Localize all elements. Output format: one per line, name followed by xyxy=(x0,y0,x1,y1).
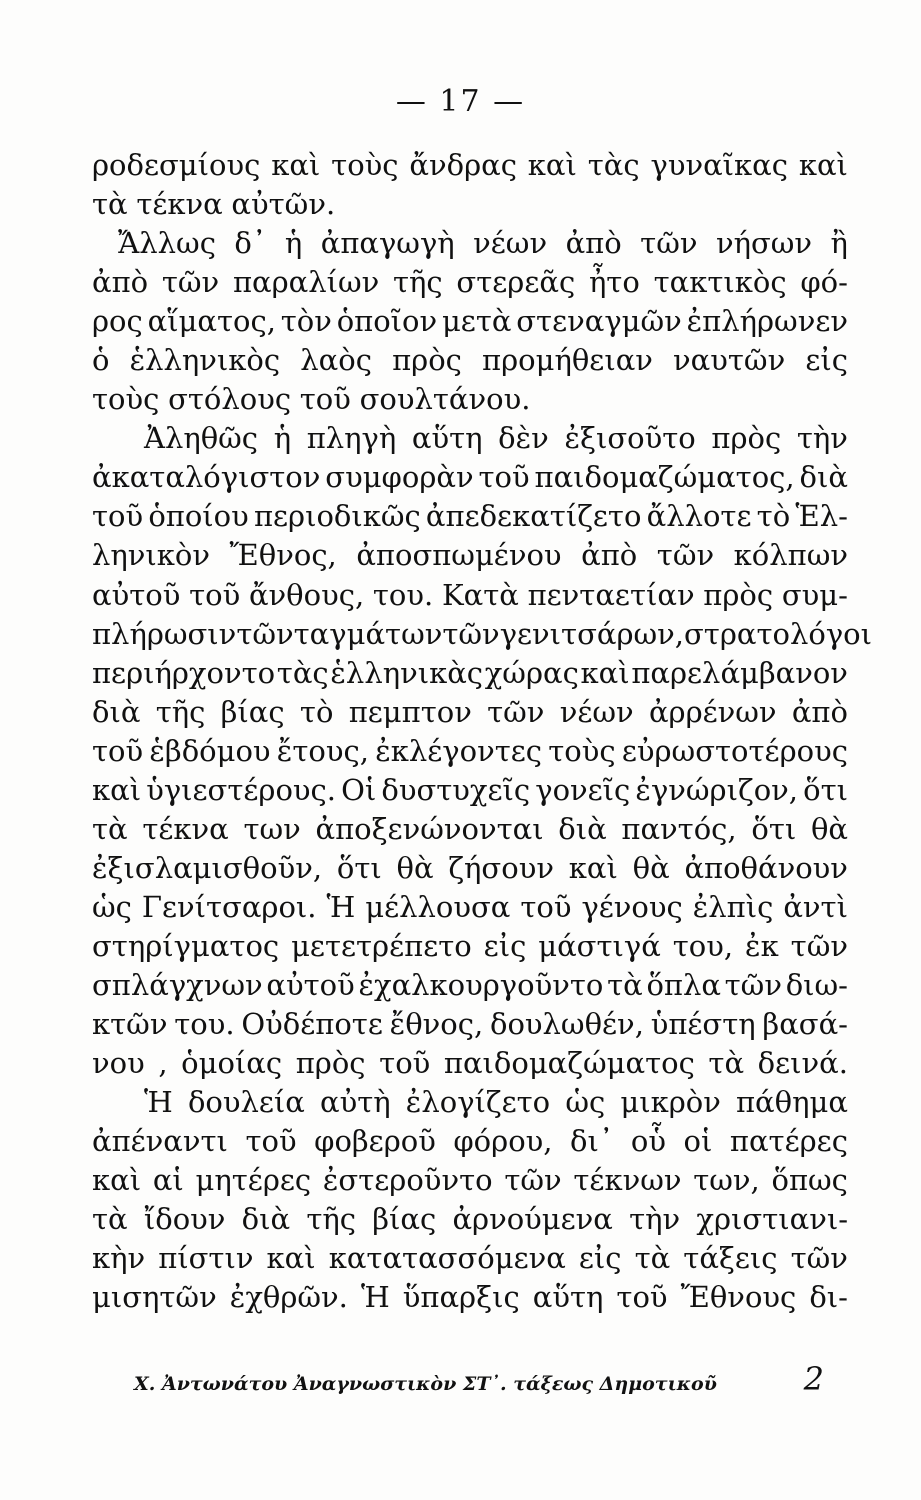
word: τὰ xyxy=(92,1202,128,1237)
word: ἐξισλαμισθοῦν, xyxy=(92,850,323,885)
word: ρος xyxy=(92,304,143,339)
word: παντός, xyxy=(621,811,737,846)
word: Κατὰ xyxy=(441,577,519,612)
word: διω- xyxy=(785,967,848,1002)
word: φοβεροῦ xyxy=(314,1124,436,1159)
word: διὰ xyxy=(92,694,141,729)
word: ἄνδρας xyxy=(409,148,517,182)
word: ἀπαγωγὴ xyxy=(320,226,455,261)
word: ἴδουν xyxy=(143,1202,226,1237)
word: κατατασσόμενα xyxy=(328,1241,566,1276)
word: δουλεία xyxy=(187,1085,305,1120)
word: στεναγμῶν xyxy=(516,304,682,339)
word: Οὐδέποτε xyxy=(241,1007,383,1042)
word: οἱ xyxy=(683,1124,713,1159)
word: νήσων xyxy=(715,226,813,261)
text-line xyxy=(92,888,848,927)
word: τῶν xyxy=(656,538,715,573)
word: τῶν xyxy=(790,928,848,963)
word: θὰ xyxy=(632,850,670,885)
word: ἢ xyxy=(830,226,848,261)
text-line xyxy=(92,732,848,771)
word: εἰς xyxy=(578,1241,622,1276)
word: του, xyxy=(672,928,734,963)
word: συμ- xyxy=(781,577,848,612)
word: μητέρες xyxy=(195,1163,312,1198)
word: καὶ xyxy=(527,148,577,182)
body-text xyxy=(92,146,872,1317)
page-number: — 17 — xyxy=(395,84,526,119)
word: τὸ xyxy=(299,694,334,729)
word: τοὺς xyxy=(92,382,160,417)
word: των, xyxy=(693,1163,760,1198)
word: ὅπως xyxy=(771,1163,848,1198)
word: τακτικὸς xyxy=(653,265,787,300)
word: τέκνα xyxy=(142,811,229,846)
word: τῶν xyxy=(790,1241,848,1276)
word: τὴν xyxy=(629,1202,681,1237)
text-line xyxy=(92,576,848,615)
text-line xyxy=(92,1161,848,1200)
word: ἑλληνικὰς xyxy=(330,655,484,690)
word: τῆς xyxy=(155,694,206,729)
word: ληνικὸν xyxy=(92,538,210,573)
word: Ἔθνος, xyxy=(229,538,337,573)
word: κὴν xyxy=(92,1241,146,1276)
word: Ἡ xyxy=(144,1085,173,1120)
word: αὐτὴ xyxy=(320,1085,391,1120)
text-line xyxy=(92,693,848,732)
word: ἑλληνικὸς xyxy=(129,343,281,378)
word: καὶ xyxy=(266,1241,316,1276)
word: τὸν xyxy=(280,304,332,339)
word: ἐχαλκουργοῦντο xyxy=(358,967,604,1002)
word: τὰ xyxy=(708,1046,745,1081)
word: ἀπεδεκατίζετο xyxy=(425,499,642,534)
word: τοῦ xyxy=(245,1124,297,1159)
word: ἀπὸ xyxy=(581,538,638,573)
word: τῶν xyxy=(442,616,500,651)
word: ἀπὸ xyxy=(565,226,622,261)
word: νέων xyxy=(559,694,634,729)
word: παραλίων xyxy=(232,265,380,300)
word: τὰς xyxy=(276,655,329,690)
word: ταγμάτων xyxy=(293,616,443,651)
word: γένους xyxy=(581,889,683,924)
word: τοῦ xyxy=(189,577,241,612)
page-footer xyxy=(134,1360,824,1398)
word: αὐτοῦ xyxy=(266,967,355,1002)
word: , xyxy=(158,1046,168,1081)
word: δεινά. xyxy=(757,1046,848,1081)
word: βίας xyxy=(220,694,285,729)
word: τοῦ xyxy=(520,889,572,924)
word: ὅτι xyxy=(751,811,797,846)
text-line xyxy=(92,536,848,575)
word: δ᾿ xyxy=(234,226,267,261)
word: τοῦ xyxy=(299,382,351,417)
text-line xyxy=(92,458,848,497)
word: ὅτι xyxy=(803,772,848,807)
word: μετὰ xyxy=(441,304,512,339)
word: αἱ xyxy=(152,1163,184,1198)
footer-book-title: Χ. Ἀντωνάτου Ἀναγνωστικὸν ΣΤ᾿. τάξεως Δημοτικοῦ xyxy=(134,1373,717,1395)
word: τοὺς xyxy=(331,148,399,182)
word: ἄλλοτε xyxy=(646,499,752,534)
text-line xyxy=(92,341,848,380)
word: σουλτάνου. xyxy=(359,382,531,417)
word: πάθημα xyxy=(736,1085,848,1120)
text-line xyxy=(92,810,848,849)
word: οὗ xyxy=(630,1124,666,1159)
word: ὕπαρξις xyxy=(402,1280,520,1315)
word: ὁποῖον xyxy=(336,304,438,339)
word: ἡ xyxy=(273,421,292,456)
word: καὶ xyxy=(580,655,630,690)
word: παιδομαζώματος xyxy=(443,1046,695,1081)
text-line xyxy=(92,966,848,1005)
word: ἀπέναντι xyxy=(92,1124,228,1159)
word: ἀποσπωμένου xyxy=(356,538,562,573)
word: ροδεσμίους xyxy=(92,148,261,182)
word: πενταετίαν xyxy=(527,577,695,612)
word: τὸ xyxy=(756,499,791,534)
word: γονεῖς xyxy=(535,772,631,807)
word: ἀπὸ xyxy=(791,694,848,729)
text-line xyxy=(92,1122,848,1161)
word: θὰ xyxy=(396,850,434,885)
word: πρὸς xyxy=(392,343,462,378)
word: ὡς xyxy=(565,1085,606,1120)
word: Ἄλλως xyxy=(118,226,216,261)
word: ἡ xyxy=(284,226,303,261)
text-line xyxy=(92,146,848,185)
word: του. xyxy=(372,577,434,612)
word: θὰ xyxy=(810,811,848,846)
word: παρελάμβανον xyxy=(631,655,848,690)
word: ὑγιεστέρους. xyxy=(146,772,337,807)
text-line xyxy=(92,1278,848,1317)
word: τῆς xyxy=(306,1202,356,1237)
word: δουλωθέν, xyxy=(490,1007,644,1042)
word: διὰ xyxy=(799,460,848,495)
word: εὐρωστοτέρους xyxy=(621,733,848,768)
text-line xyxy=(92,849,848,888)
word: καὶ xyxy=(798,148,848,182)
word: τοῦ xyxy=(616,1280,668,1315)
word: ἔτους, xyxy=(276,733,369,768)
word: διὰ xyxy=(558,811,607,846)
word: ἐκλέγοντες xyxy=(375,733,543,768)
word: Ἔθνους xyxy=(680,1280,797,1315)
word: παιδομαζώματος, xyxy=(534,460,795,495)
word: καὶ xyxy=(92,772,142,807)
word: ὅπλα xyxy=(646,967,721,1002)
word: γυναῖκας xyxy=(650,148,788,182)
word: νέων xyxy=(473,226,548,261)
word: ἐπλήρωνεν xyxy=(686,304,848,339)
word: Ἀληθῶς xyxy=(144,421,259,456)
word: ἔθνος, xyxy=(389,1007,484,1042)
word: κτῶν xyxy=(92,1007,168,1042)
word: ὑπέστη xyxy=(650,1007,756,1042)
word: ἐγνώριζον, xyxy=(635,772,799,807)
text-line xyxy=(92,771,848,810)
text-line xyxy=(92,497,848,536)
word: ἀκαταλόγιστον xyxy=(92,460,321,495)
word: ἐκ xyxy=(745,928,779,963)
word: ἀποθάνουν xyxy=(684,850,848,885)
word: δι- xyxy=(809,1280,848,1315)
word: τῆς xyxy=(393,265,443,300)
word: πρὸς xyxy=(711,421,782,456)
word: τοῦ xyxy=(92,733,144,768)
word: ἐξισοῦτο xyxy=(564,421,696,456)
word: τοὺς xyxy=(548,733,616,768)
text-line xyxy=(92,1044,848,1083)
word: προμήθειαν xyxy=(482,343,653,378)
word: καὶ xyxy=(92,1163,142,1198)
word: χώρας xyxy=(484,655,579,690)
word: πρὸς xyxy=(295,1046,366,1081)
word: δι᾿ xyxy=(570,1124,614,1159)
text-line xyxy=(92,1083,848,1122)
word: τὰ xyxy=(92,811,128,846)
word: ζήσουν xyxy=(448,850,554,885)
word: πατέρες xyxy=(729,1124,848,1159)
word: νου xyxy=(92,1046,145,1081)
word: αὕτη xyxy=(532,1280,604,1315)
word: πρὸς xyxy=(703,577,774,612)
word: ἀρρένων xyxy=(648,694,777,729)
word: τὰ xyxy=(92,187,128,222)
word: τῶν xyxy=(487,694,545,729)
word: κόλπων xyxy=(733,538,848,573)
word: διὰ xyxy=(241,1202,291,1237)
word: ἐστεροῦντο xyxy=(322,1163,493,1198)
word: αὐτοῦ xyxy=(92,577,181,612)
word: τῶν xyxy=(504,1163,562,1198)
word: καὶ xyxy=(568,850,618,885)
word: τὰ xyxy=(607,967,643,1002)
word: τάξεις xyxy=(683,1241,778,1276)
word: στρατολόγοι xyxy=(684,616,872,651)
word: αἵματος, xyxy=(147,304,276,339)
word: τὰ xyxy=(634,1241,671,1276)
word: Ἡ xyxy=(360,1280,390,1315)
word: στερεᾶς xyxy=(456,265,576,300)
word: ἀποξενώνονται xyxy=(315,811,544,846)
word: πίστιν xyxy=(158,1241,254,1276)
word: τοῦ xyxy=(478,460,530,495)
word: τέκνων xyxy=(573,1163,682,1198)
word: τῶν xyxy=(236,616,294,651)
word: ἦτο xyxy=(588,265,640,300)
word: τέκνα xyxy=(136,187,223,222)
word: Οἱ xyxy=(341,772,377,807)
word: μάστιγά xyxy=(538,928,661,963)
text-line xyxy=(92,1239,848,1278)
text-line xyxy=(92,927,848,966)
word: πλήρωσιν xyxy=(92,616,237,651)
word: περιήρχοντο xyxy=(92,655,276,690)
text-line xyxy=(92,1200,848,1239)
word: βίας xyxy=(372,1202,437,1237)
word: Ἡ xyxy=(326,889,356,924)
text-line xyxy=(92,185,848,224)
word: τοῦ xyxy=(379,1046,431,1081)
text-line xyxy=(92,263,848,302)
word: Ἑλ- xyxy=(795,499,848,534)
word: ὡς xyxy=(92,889,132,924)
word: μικρὸν xyxy=(620,1085,721,1120)
word: ὁμοίας xyxy=(181,1046,283,1081)
text-line xyxy=(92,224,848,263)
text-line xyxy=(92,654,848,693)
word: καὶ xyxy=(271,148,321,182)
word: μέλλουσα xyxy=(365,889,511,924)
word: γενιτσάρων, xyxy=(499,616,685,651)
word: λαὸς xyxy=(300,343,372,378)
word: ἐλπὶς xyxy=(692,889,774,924)
text-line xyxy=(92,302,848,341)
signature-mark: 2 xyxy=(803,1360,824,1398)
text-line xyxy=(92,380,848,419)
word: τῶν xyxy=(640,226,698,261)
word: τοῦ xyxy=(92,499,144,534)
text-line xyxy=(92,419,848,458)
word: μισητῶν xyxy=(92,1280,217,1315)
word: ὁποίου xyxy=(148,499,249,534)
word: χριστιανι- xyxy=(696,1202,848,1237)
word: στηρίγματος xyxy=(92,928,280,963)
word: βασά- xyxy=(762,1007,848,1042)
word: ὅτι xyxy=(336,850,382,885)
word: φό- xyxy=(800,265,848,300)
word: ἀπὸ xyxy=(92,265,149,300)
word: τὰς xyxy=(587,148,640,182)
word: αὐτῶν. xyxy=(231,187,336,222)
word: ἑβδόμου xyxy=(149,733,271,768)
word: πληγὴ xyxy=(306,421,397,456)
word: εἰς xyxy=(483,928,527,963)
word: ἀντὶ xyxy=(783,889,848,924)
word: συμφορὰν xyxy=(325,460,474,495)
text-line xyxy=(92,1005,848,1044)
word: ἐλογίζετο xyxy=(405,1085,551,1120)
word: περιοδικῶς xyxy=(253,499,421,534)
word: μετετρέπετο xyxy=(291,928,472,963)
word: τῶν xyxy=(724,967,782,1002)
word: ἄνθους, xyxy=(248,577,365,612)
word: τῶν xyxy=(161,265,220,300)
word: ὁ xyxy=(92,343,110,378)
word: του. xyxy=(174,1007,235,1042)
word: Γενίτσαροι. xyxy=(141,889,317,924)
word: εἰς xyxy=(805,343,848,378)
word: ἀρνούμενα xyxy=(452,1202,613,1237)
text-line xyxy=(92,615,872,654)
word: δὲν xyxy=(498,421,549,456)
word: ἐχθρῶν. xyxy=(229,1280,348,1315)
word: φόρου, xyxy=(453,1124,553,1159)
word: τὴν xyxy=(796,421,848,456)
word: σπλάγχνων xyxy=(92,967,263,1002)
word: των xyxy=(243,811,301,846)
word: δυστυχεῖς xyxy=(381,772,531,807)
word: πεμπτον xyxy=(348,694,472,729)
word: αὕτη xyxy=(411,421,483,456)
word: ναυτῶν xyxy=(673,343,786,378)
word: στόλους xyxy=(168,382,292,417)
